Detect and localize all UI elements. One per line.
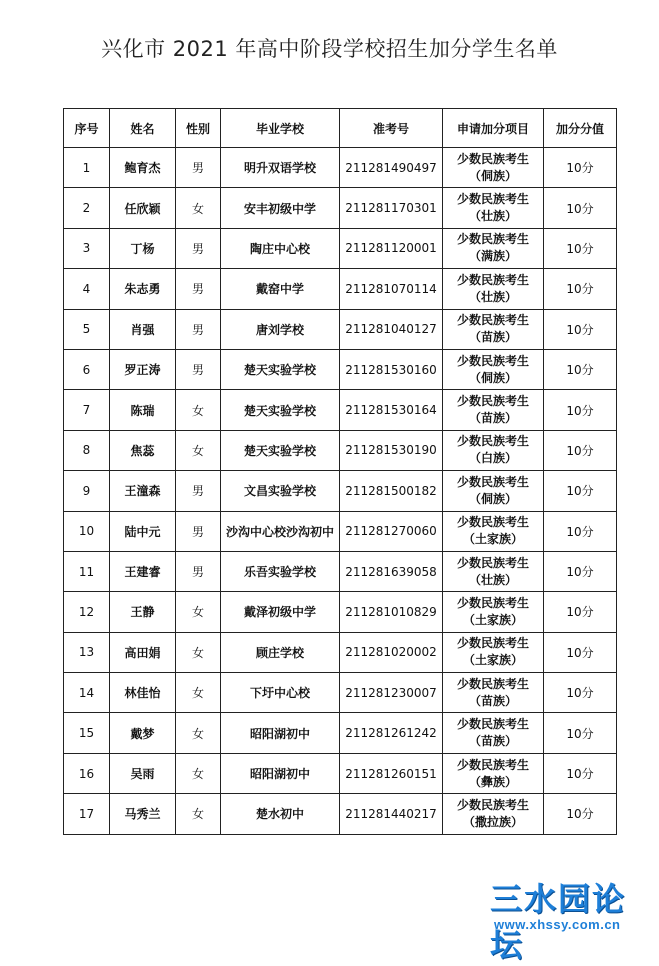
bonus-item — [443, 592, 544, 632]
student-name: 王潼森 — [110, 471, 176, 511]
table-row — [64, 309, 617, 349]
graduating-school: 戴泽初级中学 — [221, 592, 340, 632]
bonus-category: 少数民族考生 — [456, 151, 529, 166]
ethnicity: （土家族） — [462, 532, 523, 547]
student-gender: 女 — [176, 592, 221, 632]
table-row — [64, 753, 617, 793]
header-exam-number: 准考号 — [340, 109, 443, 148]
bonus-category: 少数民族考生 — [456, 595, 529, 610]
bonus-points: 10分 — [544, 753, 617, 793]
graduating-school: 沙沟中心校沙沟初中 — [221, 511, 340, 551]
ethnicity: （侗族） — [468, 491, 517, 506]
row-number: 9 — [64, 471, 110, 511]
graduating-school: 昭阳湖初中 — [221, 713, 340, 753]
header-bonus-item: 申请加分项目 — [443, 109, 544, 148]
table-row — [64, 430, 617, 470]
ethnicity: （苗族） — [468, 734, 517, 749]
bonus-category: 少数民族考生 — [456, 394, 529, 409]
ethnicity: （苗族） — [468, 693, 517, 708]
student-gender: 男 — [176, 551, 221, 591]
exam-number: 211281020002 — [340, 632, 443, 672]
student-gender: 男 — [176, 148, 221, 188]
exam-number: 211281270060 — [340, 511, 443, 551]
row-number: 15 — [64, 713, 110, 753]
graduating-school: 文昌实验学校 — [221, 471, 340, 511]
student-name: 焦蕊 — [110, 430, 176, 470]
bonus-points: 10分 — [544, 551, 617, 591]
bonus-item — [443, 228, 544, 268]
exam-number: 211281070114 — [340, 269, 443, 309]
bonus-item — [443, 309, 544, 349]
bonus-item — [443, 430, 544, 470]
exam-number: 211281010829 — [340, 592, 443, 632]
student-gender: 女 — [176, 390, 221, 430]
student-gender: 女 — [176, 430, 221, 470]
student-gender: 男 — [176, 228, 221, 268]
graduating-school: 楚天实验学校 — [221, 390, 340, 430]
bonus-item — [443, 713, 544, 753]
student-gender: 男 — [176, 269, 221, 309]
bonus-category: 少数民族考生 — [456, 797, 529, 812]
header-bonus-points: 加分分值 — [544, 109, 617, 148]
graduating-school: 陶庄中心校 — [221, 228, 340, 268]
exam-number: 211281040127 — [340, 309, 443, 349]
student-name: 马秀兰 — [110, 794, 176, 834]
student-name: 王静 — [110, 592, 176, 632]
bonus-category: 少数民族考生 — [456, 555, 529, 570]
student-name: 任欣颖 — [110, 188, 176, 228]
page-title: 兴化市 2021 年高中阶段学校招生加分学生名单 — [101, 37, 558, 61]
exam-number: 211281490497 — [340, 148, 443, 188]
bonus-item — [443, 551, 544, 591]
bonus-category: 少数民族考生 — [456, 192, 529, 207]
ethnicity: （苗族） — [468, 330, 517, 345]
table-row — [64, 794, 617, 834]
bonus-category: 少数民族考生 — [456, 434, 529, 449]
bonus-item — [443, 632, 544, 672]
exam-number: 211281261242 — [340, 713, 443, 753]
graduating-school: 安丰初级中学 — [221, 188, 340, 228]
bonus-points: 10分 — [544, 794, 617, 834]
bonus-points: 10分 — [544, 309, 617, 349]
table-row — [64, 551, 617, 591]
table-row — [64, 511, 617, 551]
exam-number: 211281230007 — [340, 673, 443, 713]
table-row — [64, 592, 617, 632]
ethnicity: （壮族） — [468, 209, 517, 224]
ethnicity: （壮族） — [468, 289, 517, 304]
bonus-item — [443, 673, 544, 713]
ethnicity: （彝族） — [468, 774, 517, 789]
student-gender: 男 — [176, 309, 221, 349]
bonus-points: 10分 — [544, 430, 617, 470]
bonus-item — [443, 511, 544, 551]
graduating-school: 乐吾实验学校 — [221, 551, 340, 591]
student-name: 丁杨 — [110, 228, 176, 268]
row-number: 2 — [64, 188, 110, 228]
student-name: 罗正涛 — [110, 349, 176, 389]
bonus-points: 10分 — [544, 148, 617, 188]
bonus-category: 少数民族考生 — [456, 272, 529, 287]
student-gender: 男 — [176, 471, 221, 511]
ethnicity: （苗族） — [468, 411, 517, 426]
exam-number: 211281170301 — [340, 188, 443, 228]
graduating-school: 明升双语学校 — [221, 148, 340, 188]
student-gender: 女 — [176, 713, 221, 753]
row-number: 3 — [64, 228, 110, 268]
row-number: 16 — [64, 753, 110, 793]
ethnicity: （满族） — [468, 249, 517, 264]
student-name: 高田娟 — [110, 632, 176, 672]
ethnicity: （白族） — [468, 451, 517, 466]
bonus-category: 少数民族考生 — [456, 515, 529, 530]
header-gender: 性别 — [176, 109, 221, 148]
student-name: 鲍育杰 — [110, 148, 176, 188]
graduating-school: 楚水初中 — [221, 794, 340, 834]
row-number: 10 — [64, 511, 110, 551]
bonus-points: 10分 — [544, 713, 617, 753]
student-name: 肖强 — [110, 309, 176, 349]
ethnicity: （土家族） — [462, 653, 523, 668]
row-number: 1 — [64, 148, 110, 188]
header-no: 序号 — [64, 109, 110, 148]
table-row — [64, 632, 617, 672]
row-number: 4 — [64, 269, 110, 309]
bonus-points: 10分 — [544, 269, 617, 309]
bonus-category: 少数民族考生 — [456, 757, 529, 772]
row-number: 7 — [64, 390, 110, 430]
bonus-points: 10分 — [544, 390, 617, 430]
graduating-school: 楚天实验学校 — [221, 349, 340, 389]
student-gender: 女 — [176, 673, 221, 713]
ethnicity: （侗族） — [468, 168, 517, 183]
row-number: 11 — [64, 551, 110, 591]
bonus-item — [443, 349, 544, 389]
student-name: 陈瑞 — [110, 390, 176, 430]
exam-number: 211281120001 — [340, 228, 443, 268]
student-name: 林佳怡 — [110, 673, 176, 713]
graduating-school: 下圩中心校 — [221, 673, 340, 713]
watermark-logo-text: 三水园论坛 — [490, 880, 627, 964]
bonus-category: 少数民族考生 — [456, 353, 529, 368]
student-name: 朱志勇 — [110, 269, 176, 309]
bonus-points-table — [63, 108, 617, 835]
exam-number: 211281530164 — [340, 390, 443, 430]
bonus-points: 10分 — [544, 511, 617, 551]
bonus-category: 少数民族考生 — [456, 676, 529, 691]
student-gender: 男 — [176, 511, 221, 551]
student-gender: 男 — [176, 349, 221, 389]
table-header-row — [64, 109, 617, 148]
table-row — [64, 228, 617, 268]
student-gender: 女 — [176, 632, 221, 672]
bonus-points: 10分 — [544, 632, 617, 672]
bonus-points: 10分 — [544, 349, 617, 389]
bonus-item — [443, 148, 544, 188]
exam-number: 211281260151 — [340, 753, 443, 793]
exam-number: 211281639058 — [340, 551, 443, 591]
row-number: 13 — [64, 632, 110, 672]
ethnicity: （土家族） — [462, 612, 523, 627]
student-gender: 女 — [176, 753, 221, 793]
row-number: 14 — [64, 673, 110, 713]
bonus-category: 少数民族考生 — [456, 232, 529, 247]
exam-number: 211281500182 — [340, 471, 443, 511]
watermark-url: www.xhssy.com.cn — [494, 917, 621, 932]
row-number: 8 — [64, 430, 110, 470]
exam-number: 211281530160 — [340, 349, 443, 389]
bonus-item — [443, 471, 544, 511]
exam-number: 211281440217 — [340, 794, 443, 834]
bonus-points: 10分 — [544, 188, 617, 228]
ethnicity: （撒拉族） — [462, 814, 523, 829]
table-row — [64, 390, 617, 430]
table-row — [64, 269, 617, 309]
student-gender: 女 — [176, 794, 221, 834]
header-name: 姓名 — [110, 109, 176, 148]
bonus-points: 10分 — [544, 673, 617, 713]
header-school: 毕业学校 — [221, 109, 340, 148]
graduating-school: 楚天实验学校 — [221, 430, 340, 470]
student-name: 吴雨 — [110, 753, 176, 793]
ethnicity: （侗族） — [468, 370, 517, 385]
bonus-item — [443, 753, 544, 793]
row-number: 6 — [64, 349, 110, 389]
bonus-points: 10分 — [544, 471, 617, 511]
table-row — [64, 188, 617, 228]
row-number: 17 — [64, 794, 110, 834]
table-row — [64, 148, 617, 188]
student-name: 王建睿 — [110, 551, 176, 591]
table-row — [64, 713, 617, 753]
student-gender: 女 — [176, 188, 221, 228]
row-number: 5 — [64, 309, 110, 349]
graduating-school: 昭阳湖初中 — [221, 753, 340, 793]
graduating-school: 戴窑中学 — [221, 269, 340, 309]
ethnicity: （壮族） — [468, 572, 517, 587]
bonus-item — [443, 390, 544, 430]
row-number: 12 — [64, 592, 110, 632]
site-watermark — [484, 874, 654, 964]
bonus-points: 10分 — [544, 592, 617, 632]
bonus-category: 少数民族考生 — [456, 717, 529, 732]
student-name: 戴梦 — [110, 713, 176, 753]
bonus-category: 少数民族考生 — [456, 313, 529, 328]
table-row — [64, 673, 617, 713]
bonus-category: 少数民族考生 — [456, 636, 529, 651]
graduating-school: 顾庄学校 — [221, 632, 340, 672]
bonus-points: 10分 — [544, 228, 617, 268]
table-row — [64, 349, 617, 389]
bonus-item — [443, 794, 544, 834]
graduating-school: 唐刘学校 — [221, 309, 340, 349]
exam-number: 211281530190 — [340, 430, 443, 470]
bonus-item — [443, 188, 544, 228]
student-name: 陆中元 — [110, 511, 176, 551]
bonus-item — [443, 269, 544, 309]
table-row — [64, 471, 617, 511]
bonus-category: 少数民族考生 — [456, 474, 529, 489]
